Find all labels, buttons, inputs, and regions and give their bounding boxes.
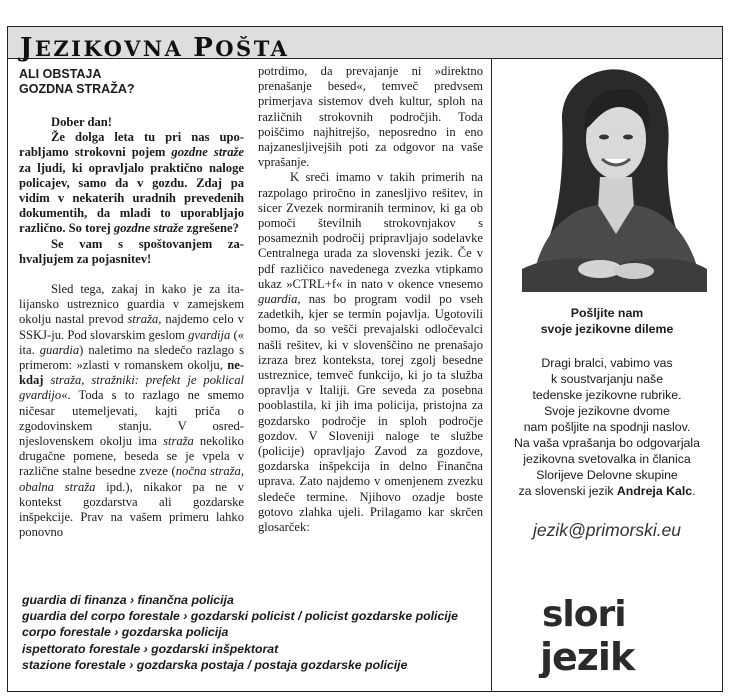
glossary-list (22, 592, 458, 673)
question-heading: ALI OBSTAJA GOZDNA STRAŽA? (19, 67, 135, 96)
answer-part-1: Sled tega, zakaj in kako je za italijansko ustreznico guardia v zamejskem okolju nastal prevod straža, najdemo celo v SSKJ-ju. Pod slovarskim geslom gvardija (« ita. guardia) naletimo na sledečo razlago s primerom: »zlasti v romanskem okolju, nekdaj straža, stražniki: prefekt je poklical gvardijo«. Toda s to razlago ne smemo ničesar utemeljevati, kajti priča o zgodovinskem stanju. V osrednjeslovenskem okolju ima straža nekoliko drugačne pomene, beseda se je vpela v različne stalne besedne zveze (nočna straža, obalna straža ipd.), nikakor pa ne v kontekst gozdarstva ali gozdarske inšpekcije. Prav na vašem primeru lahko ponovno (19, 282, 245, 540)
glossary-item: guardia del corpo forestale › gozdarski policist / policist gozdarske policije (22, 609, 458, 624)
glossary-item: stazione forestale › gozdarska postaja / postaja gozdarske policije (22, 657, 408, 672)
contact-email-link[interactable]: jezik@primorski.eu (532, 520, 682, 540)
article-column-1 (19, 64, 244, 540)
glossary-item: corpo forestale › gozdarska policija (22, 625, 229, 640)
letter-thanks: Se vam s spoštovanjem zahvaljujem za pojasnitev! (19, 236, 244, 266)
article-column-2 (258, 64, 483, 535)
answer-part-2: potrdimo, da prevajanje ni »direktno prenašanje besed«, temveč predvsem primerjava sistemov dveh kultur, sploh na različnih strokovnih področjih. Toda poiščimo najhitrejšo, neposredno in eno najzanesljivejših poti za odgovor na vaše vprašanje. K sreči imamo v takih primerih na razpolago priročno in zanesljivo rešitev, in sicer Zvezek normiranih terminov, ki ga ob pomoči številnih strokovnjakov s posameznih področij pripravljajo sodelavke Centralnega urada za slovenski jezik. Če v pdf različico navedenega zvezka vtipkamo ukaz »CTRL+f« in nato v okence vnesemo guardia, nas bo program vodil po vseh zadetkih, kjer se termin pojavlja. Ugotovili bomo, da so vešči prevajalski odločevalci našli rešitev, ki v slovenščino ne prenašajo izraza brez konteksta, torej zgolj besedne ustreznice, temveč funkcijo, ki jo ta služba opravlja v Italiji. Gre seveda za posebna pooblastila, ki jih ima policija, pristojna za gozdarsko področje in sploh področje gozdov. V Sloveniji naloge te službe (policije) opravljajo Zavod za gozdove, gozdarska inšpekcija in delno Finančna uprava. Zato najdemo v omenjenem zvezku sledeče termine. Njihovo ozadje boste gotovo zlahka ujeli. Prilagamo kar skrčen glosarček: (258, 64, 483, 535)
letter-paragraph: Že dolga leta tu pri nas uporabljamo strokovni pojem gozdne straže za ljudi, ki opravljalo praktično naloge policajev, samo da v gozdu. Zdaj pa vidim v nekaterih uradnih prevedenih dokumentih, da mladi to uporabljajo različno. So torej gozdne straže zgrešene? (19, 130, 245, 236)
column-title: JEZIKOVNA POŠTA (20, 33, 290, 63)
reader-letter (19, 115, 244, 267)
glossary-item: guardia di finanza › finančna policija (22, 593, 234, 607)
slori-jezik-logo (538, 592, 678, 678)
sidebar-heading: Pošljite nam svoje jezikovne dileme (540, 306, 674, 336)
logo-bottom-text: jezik (540, 635, 635, 678)
logo-top-text: slori (542, 594, 626, 635)
glossary-item: ispettorato forestale › gozdarski inšpektorat (22, 641, 279, 656)
letter-salutation: Dober dan! (51, 115, 112, 129)
author-photo (492, 59, 722, 292)
sidebar-invitation: Dragi bralci, vabimo vas k soustvarjanju naše tedenske jezikovne rubrike. Svoje jezikovne dvome nam pošljite na spodnji naslov. Na vaša vprašanja bo odgovarjala jezikovna svetovalka in članica Slorijeve Delovne skupine za slovenski jezik Andreja Kalc. (514, 356, 700, 498)
